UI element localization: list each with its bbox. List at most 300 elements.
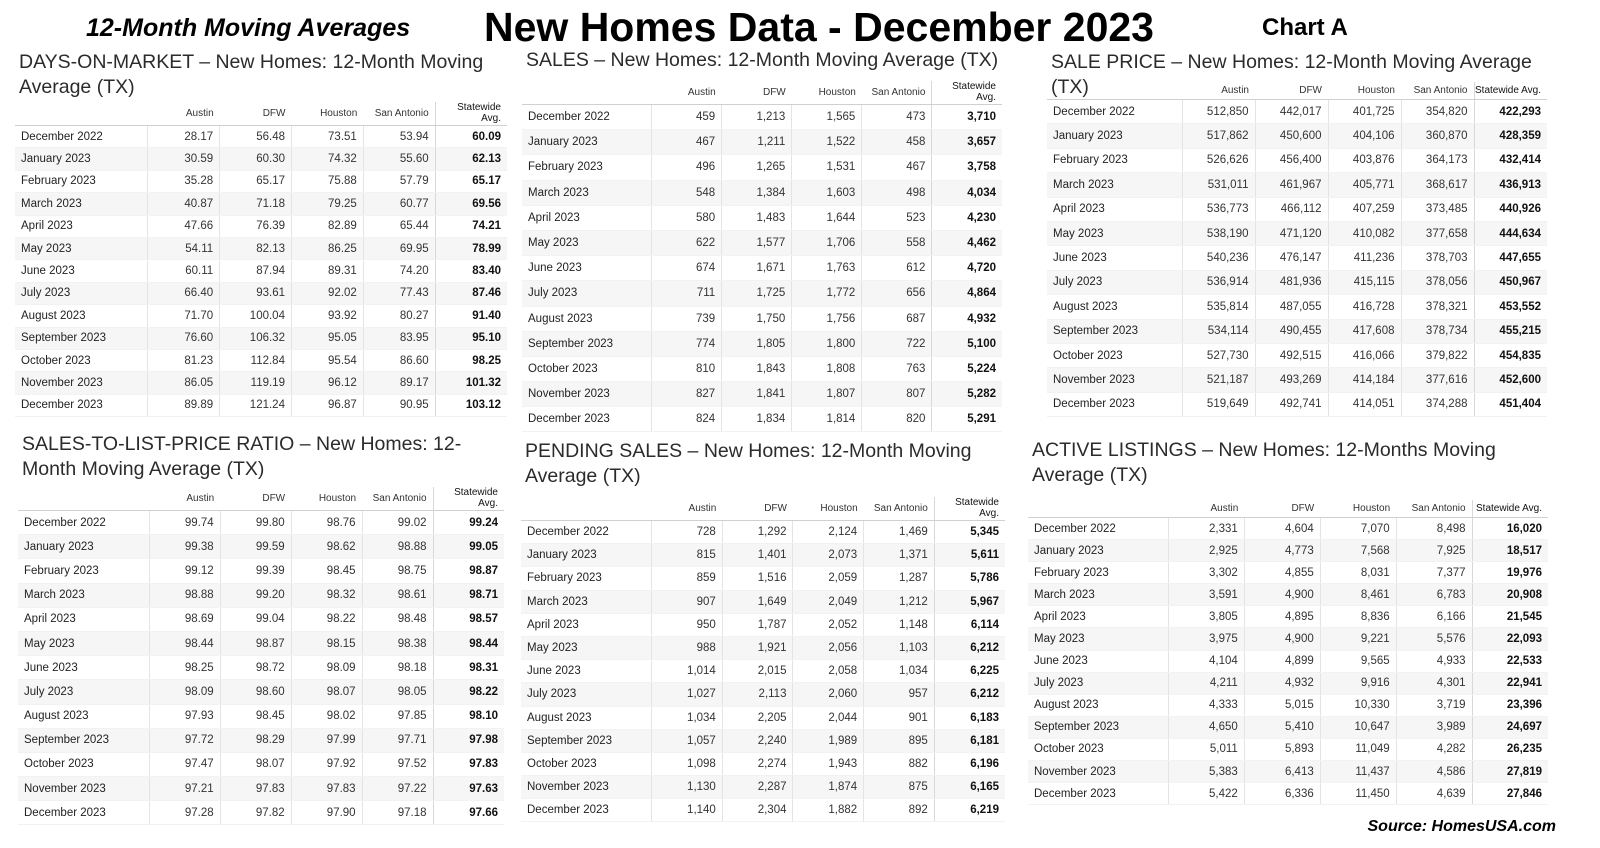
value-cell: 4,333	[1168, 694, 1244, 716]
value-cell: 97.28	[149, 801, 220, 825]
table-row	[522, 130, 1002, 155]
value-cell: 354,820	[1401, 100, 1474, 124]
statewide-cell: 91.40	[435, 305, 507, 327]
value-cell: 4,301	[1396, 672, 1472, 694]
statewide-cell: 6,212	[934, 683, 1005, 706]
table-row	[522, 281, 1002, 306]
value-cell: 473	[862, 105, 932, 130]
table-row	[15, 260, 507, 282]
value-cell: 476,147	[1255, 246, 1328, 270]
month-cell: July 2023	[521, 683, 652, 706]
month-cell: October 2023	[522, 356, 652, 381]
month-cell: November 2023	[18, 777, 149, 801]
table-row	[522, 306, 1002, 331]
month-cell: August 2023	[15, 305, 148, 327]
value-cell: 97.99	[291, 728, 362, 752]
value-cell: 95.54	[291, 349, 363, 371]
value-cell: 5,383	[1168, 761, 1244, 783]
month-cell: November 2023	[1047, 368, 1182, 392]
value-cell: 89.89	[148, 394, 220, 416]
value-cell: 54.11	[148, 237, 220, 259]
statewide-cell: 23,396	[1472, 694, 1548, 716]
value-cell: 407,259	[1328, 197, 1401, 221]
value-cell: 30.59	[148, 148, 220, 170]
table-row	[1028, 761, 1548, 783]
statewide-cell: 78.99	[435, 237, 507, 259]
month-cell: August 2023	[1028, 694, 1168, 716]
value-cell: 4,855	[1244, 562, 1320, 584]
table-row	[18, 656, 504, 680]
month-cell: December 2023	[522, 407, 652, 432]
value-cell: 656	[862, 281, 932, 306]
column-header: Austin	[652, 81, 722, 105]
statewide-cell: 27,819	[1472, 761, 1548, 783]
value-cell: 75.88	[291, 170, 363, 192]
column-header: Statewide Avg.	[932, 81, 1002, 105]
statewide-cell: 99.05	[433, 535, 504, 559]
month-cell: August 2023	[18, 704, 149, 728]
table-row	[1028, 606, 1548, 628]
table-row	[521, 521, 1005, 544]
value-cell: 401,725	[1328, 100, 1401, 124]
value-cell: 901	[864, 706, 935, 729]
table-row	[1028, 716, 1548, 738]
value-cell: 8,498	[1396, 518, 1472, 540]
table-row	[522, 105, 1002, 130]
value-cell: 4,604	[1244, 518, 1320, 540]
value-cell: 411,236	[1328, 246, 1401, 270]
table-row	[18, 777, 504, 801]
statewide-cell: 454,835	[1474, 343, 1547, 367]
value-cell: 98.44	[149, 631, 220, 655]
column-header: DFW	[1244, 500, 1320, 518]
table-row	[1028, 562, 1548, 584]
sales-to-list-panel	[18, 432, 504, 825]
table-row	[521, 799, 1005, 822]
value-cell: 96.87	[291, 394, 363, 416]
value-cell: 481,936	[1255, 270, 1328, 294]
value-cell: 97.83	[291, 777, 362, 801]
table-header-row	[522, 81, 1002, 105]
table-row	[1028, 672, 1548, 694]
sales-panel	[522, 48, 1002, 432]
value-cell: 827	[652, 382, 722, 407]
value-cell: 97.47	[149, 752, 220, 776]
table-row	[522, 407, 1002, 432]
value-cell: 527,730	[1182, 343, 1255, 367]
value-cell: 98.29	[220, 728, 291, 752]
value-cell: 1,034	[864, 660, 935, 683]
value-cell: 377,616	[1401, 368, 1474, 392]
value-cell: 89.31	[291, 260, 363, 282]
value-cell: 86.25	[291, 237, 363, 259]
value-cell: 450,600	[1255, 124, 1328, 148]
statewide-cell: 4,230	[932, 205, 1002, 230]
value-cell: 360,870	[1401, 124, 1474, 148]
table-row	[15, 170, 507, 192]
value-cell: 763	[862, 356, 932, 381]
month-cell: June 2023	[521, 660, 652, 683]
table-row	[1047, 368, 1547, 392]
value-cell: 1,989	[793, 729, 864, 752]
statewide-cell: 101.32	[435, 372, 507, 394]
value-cell: 467	[862, 155, 932, 180]
statewide-cell: 450,967	[1474, 270, 1547, 294]
value-cell: 535,814	[1182, 295, 1255, 319]
value-cell: 892	[864, 799, 935, 822]
value-cell: 8,031	[1320, 562, 1396, 584]
table-row	[15, 372, 507, 394]
month-cell: July 2023	[18, 680, 149, 704]
value-cell: 1,103	[864, 636, 935, 659]
value-cell: 98.45	[291, 559, 362, 583]
value-cell: 99.74	[149, 511, 220, 535]
value-cell: 512,850	[1182, 100, 1255, 124]
value-cell: 99.20	[220, 583, 291, 607]
value-cell: 11,450	[1320, 783, 1396, 805]
value-cell: 99.59	[220, 535, 291, 559]
table-row	[18, 535, 504, 559]
value-cell: 55.60	[363, 148, 435, 170]
month-cell: December 2022	[521, 521, 652, 544]
value-cell: 71.18	[220, 193, 292, 215]
month-cell: December 2023	[1047, 392, 1182, 416]
statewide-cell: 16,020	[1472, 518, 1548, 540]
value-cell: 379,822	[1401, 343, 1474, 367]
month-cell: July 2023	[1028, 672, 1168, 694]
month-cell: January 2023	[18, 535, 149, 559]
statewide-cell: 62.13	[435, 148, 507, 170]
month-cell: December 2023	[18, 801, 149, 825]
month-column-header	[15, 102, 148, 126]
column-header: Austin	[1168, 500, 1244, 518]
value-cell: 112.84	[220, 349, 292, 371]
value-cell: 1,213	[722, 105, 792, 130]
value-cell: 99.02	[362, 511, 433, 535]
value-cell: 28.17	[148, 126, 220, 148]
table-row	[18, 752, 504, 776]
statewide-cell: 24,697	[1472, 716, 1548, 738]
column-header: San Antonio	[1396, 500, 1472, 518]
table-row	[1028, 783, 1548, 805]
value-cell: 98.05	[362, 680, 433, 704]
month-cell: January 2023	[521, 544, 652, 567]
column-header: San Antonio	[1401, 82, 1474, 100]
column-header: DFW	[722, 81, 792, 105]
value-cell: 521,187	[1182, 368, 1255, 392]
value-cell: 711	[652, 281, 722, 306]
table-row	[15, 237, 507, 259]
value-cell: 5,011	[1168, 738, 1244, 760]
value-cell: 517,862	[1182, 124, 1255, 148]
value-cell: 5,015	[1244, 694, 1320, 716]
report-title: New Homes Data - December 2023	[484, 4, 1154, 50]
month-cell: February 2023	[18, 559, 149, 583]
value-cell: 466,112	[1255, 197, 1328, 221]
table-row	[1047, 221, 1547, 245]
value-cell: 461,967	[1255, 173, 1328, 197]
table-row	[15, 215, 507, 237]
value-cell: 1,807	[792, 382, 862, 407]
month-cell: December 2022	[1028, 518, 1168, 540]
value-cell: 11,437	[1320, 761, 1396, 783]
value-cell: 98.88	[149, 583, 220, 607]
table-row	[521, 752, 1005, 775]
panel-title: SALES-TO-LIST-PRICE RATIO – New Homes: 12-Month Moving Average (TX)	[22, 433, 462, 480]
month-cell: May 2023	[15, 237, 148, 259]
value-cell: 99.80	[220, 511, 291, 535]
month-cell: November 2023	[521, 776, 652, 799]
column-header: Houston	[793, 497, 864, 521]
statewide-cell: 26,235	[1472, 738, 1548, 760]
table-row	[1047, 343, 1547, 367]
value-cell: 98.18	[362, 656, 433, 680]
value-cell: 93.61	[220, 282, 292, 304]
value-cell: 373,485	[1401, 197, 1474, 221]
days-on-market-panel	[15, 50, 507, 417]
value-cell: 8,461	[1320, 584, 1396, 606]
month-cell: March 2023	[1028, 584, 1168, 606]
month-cell: May 2023	[1028, 628, 1168, 650]
value-cell: 531,011	[1182, 173, 1255, 197]
statewide-cell: 436,913	[1474, 173, 1547, 197]
statewide-cell: 455,215	[1474, 319, 1547, 343]
month-cell: July 2023	[522, 281, 652, 306]
value-cell: 97.18	[362, 801, 433, 825]
value-cell: 1,265	[722, 155, 792, 180]
month-cell: April 2023	[521, 613, 652, 636]
month-cell: May 2023	[18, 631, 149, 655]
month-cell: February 2023	[1028, 562, 1168, 584]
report-subtitle: 12-Month Moving Averages	[86, 14, 411, 42]
value-cell: 7,925	[1396, 540, 1472, 562]
table-row	[18, 511, 504, 535]
value-cell: 558	[862, 230, 932, 255]
value-cell: 6,783	[1396, 584, 1472, 606]
table-row	[15, 327, 507, 349]
value-cell: 1,814	[792, 407, 862, 432]
statewide-cell: 69.56	[435, 193, 507, 215]
value-cell: 414,184	[1328, 368, 1401, 392]
column-header: San Antonio	[862, 81, 932, 105]
statewide-cell: 18,517	[1472, 540, 1548, 562]
value-cell: 5,576	[1396, 628, 1472, 650]
value-cell: 5,410	[1244, 716, 1320, 738]
table-row	[1047, 148, 1547, 172]
panel-title: ACTIVE LISTINGS – New Homes: 12-Months Moving Average (TX)	[1032, 439, 1496, 486]
chart-tag: Chart A	[1262, 14, 1348, 41]
value-cell: 2,240	[722, 729, 793, 752]
value-cell: 538,190	[1182, 221, 1255, 245]
column-header: Houston	[792, 81, 862, 105]
month-cell: December 2022	[522, 105, 652, 130]
value-cell: 2,287	[722, 776, 793, 799]
statewide-cell: 97.83	[433, 752, 504, 776]
table-row	[1047, 197, 1547, 221]
value-cell: 1,522	[792, 130, 862, 155]
statewide-cell: 95.10	[435, 327, 507, 349]
value-cell: 1,756	[792, 306, 862, 331]
month-cell: April 2023	[1028, 606, 1168, 628]
value-cell: 2,044	[793, 706, 864, 729]
value-cell: 403,876	[1328, 148, 1401, 172]
table-row	[18, 680, 504, 704]
value-cell: 1,148	[864, 613, 935, 636]
value-cell: 99.04	[220, 607, 291, 631]
value-cell: 1,384	[722, 180, 792, 205]
value-cell: 99.12	[149, 559, 220, 583]
month-cell: September 2023	[1047, 319, 1182, 343]
month-cell: October 2023	[1047, 343, 1182, 367]
value-cell: 493,269	[1255, 368, 1328, 392]
value-cell: 458	[862, 130, 932, 155]
value-cell: 35.28	[148, 170, 220, 192]
value-cell: 1,671	[722, 256, 792, 281]
value-cell: 498	[862, 180, 932, 205]
value-cell: 404,106	[1328, 124, 1401, 148]
month-cell: June 2023	[1047, 246, 1182, 270]
statewide-cell: 5,100	[932, 331, 1002, 356]
statewide-cell: 6,196	[934, 752, 1005, 775]
month-cell: December 2023	[1028, 783, 1168, 805]
value-cell: 377,658	[1401, 221, 1474, 245]
table-row	[521, 590, 1005, 613]
value-cell: 4,899	[1244, 650, 1320, 672]
pending-sales-panel	[521, 439, 1005, 822]
value-cell: 1,603	[792, 180, 862, 205]
value-cell: 1,140	[652, 799, 723, 822]
table-row	[15, 394, 507, 416]
sale-price-panel	[1047, 50, 1547, 417]
value-cell: 119.19	[220, 372, 292, 394]
month-cell: February 2023	[15, 170, 148, 192]
statewide-cell: 98.22	[433, 680, 504, 704]
month-cell: December 2022	[18, 511, 149, 535]
value-cell: 90.95	[363, 394, 435, 416]
value-cell: 40.87	[148, 193, 220, 215]
month-cell: January 2023	[15, 148, 148, 170]
value-cell: 957	[864, 683, 935, 706]
value-cell: 580	[652, 205, 722, 230]
table-header-row	[15, 102, 507, 126]
value-cell: 73.51	[291, 126, 363, 148]
value-cell: 99.39	[220, 559, 291, 583]
value-cell: 859	[652, 567, 723, 590]
value-cell: 739	[652, 306, 722, 331]
table-row	[522, 331, 1002, 356]
value-cell: 66.40	[148, 282, 220, 304]
value-cell: 4,282	[1396, 738, 1472, 760]
statewide-cell: 22,533	[1472, 650, 1548, 672]
table-row	[1047, 295, 1547, 319]
table-header-row	[18, 487, 504, 511]
statewide-cell: 428,359	[1474, 124, 1547, 148]
table-row	[521, 729, 1005, 752]
value-cell: 11,049	[1320, 738, 1396, 760]
value-cell: 98.75	[362, 559, 433, 583]
value-cell: 1,483	[722, 205, 792, 230]
table-row	[522, 230, 1002, 255]
value-cell: 74.20	[363, 260, 435, 282]
table-header-row	[1047, 82, 1547, 100]
statewide-cell: 5,291	[932, 407, 1002, 432]
table-row	[18, 631, 504, 655]
table-row	[1047, 100, 1547, 124]
statewide-cell: 60.09	[435, 126, 507, 148]
table-row	[1047, 124, 1547, 148]
column-header: Statewide Avg.	[934, 497, 1005, 521]
statewide-cell: 444,634	[1474, 221, 1547, 245]
month-cell: January 2023	[1028, 540, 1168, 562]
source-note: Source: HomesUSA.com	[1367, 818, 1556, 835]
value-cell: 4,895	[1244, 606, 1320, 628]
month-cell: August 2023	[522, 306, 652, 331]
statewide-cell: 453,552	[1474, 295, 1547, 319]
value-cell: 98.22	[291, 607, 362, 631]
value-cell: 1,034	[652, 706, 723, 729]
table-row	[522, 155, 1002, 180]
statewide-cell: 6,165	[934, 776, 1005, 799]
month-cell: June 2023	[522, 256, 652, 281]
value-cell: 97.22	[362, 777, 433, 801]
value-cell: 548	[652, 180, 722, 205]
value-cell: 93.92	[291, 305, 363, 327]
value-cell: 1,565	[792, 105, 862, 130]
value-cell: 82.13	[220, 237, 292, 259]
value-cell: 467	[652, 130, 722, 155]
panel-title: SALES – New Homes: 12-Month Moving Average (TX)	[526, 49, 999, 71]
month-cell: June 2023	[1028, 650, 1168, 672]
value-cell: 86.60	[363, 349, 435, 371]
value-cell: 98.61	[362, 583, 433, 607]
statewide-cell: 5,282	[932, 382, 1002, 407]
column-header: DFW	[1255, 82, 1328, 100]
statewide-cell: 422,293	[1474, 100, 1547, 124]
column-header: Houston	[291, 487, 362, 511]
value-cell: 378,056	[1401, 270, 1474, 294]
value-cell: 98.09	[149, 680, 220, 704]
value-cell: 6,413	[1244, 761, 1320, 783]
month-column-header	[18, 487, 149, 511]
value-cell: 2,060	[793, 683, 864, 706]
month-cell: September 2023	[521, 729, 652, 752]
value-cell: 487,055	[1255, 295, 1328, 319]
statewide-cell: 98.71	[433, 583, 504, 607]
month-cell: August 2023	[521, 706, 652, 729]
month-cell: March 2023	[15, 193, 148, 215]
value-cell: 97.93	[149, 704, 220, 728]
value-cell: 89.17	[363, 372, 435, 394]
value-cell: 81.23	[148, 349, 220, 371]
value-cell: 875	[864, 776, 935, 799]
value-cell: 53.94	[363, 126, 435, 148]
value-cell: 3,805	[1168, 606, 1244, 628]
statewide-cell: 6,212	[934, 636, 1005, 659]
statewide-cell: 97.98	[433, 728, 504, 752]
table-row	[521, 613, 1005, 636]
month-cell: April 2023	[1047, 197, 1182, 221]
value-cell: 774	[652, 331, 722, 356]
month-column-header	[522, 81, 652, 105]
value-cell: 1,401	[722, 544, 793, 567]
statewide-cell: 74.21	[435, 215, 507, 237]
month-cell: June 2023	[15, 260, 148, 282]
value-cell: 1,750	[722, 306, 792, 331]
value-cell: 7,070	[1320, 518, 1396, 540]
month-cell: May 2023	[522, 230, 652, 255]
value-cell: 4,933	[1396, 650, 1472, 672]
value-cell: 526,626	[1182, 148, 1255, 172]
